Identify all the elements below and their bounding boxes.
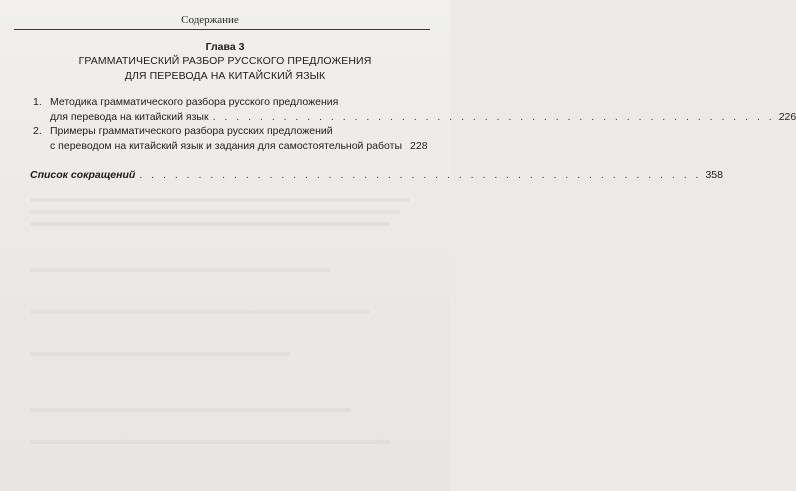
chapter-title-line-1: ГРАММАТИЧЕСКИЙ РАЗБОР РУССКОГО ПРЕДЛОЖЕНИЯ <box>78 55 372 67</box>
show-through-line <box>30 352 290 356</box>
show-through-line <box>30 268 330 272</box>
toc-entry-page: 226 <box>778 111 796 123</box>
show-through-line <box>30 222 390 226</box>
toc-entry-number: 1. <box>33 96 42 108</box>
chapter-label: Глава 3 <box>205 41 245 53</box>
toc-entry-number: 2. <box>33 125 42 137</box>
toc-entry-title-line-2: с переводом на китайский язык и задания для самостоятельной работы <box>50 140 403 152</box>
chapter-title <box>0 54 450 84</box>
show-through-line <box>30 440 390 444</box>
toc-entry-title-line-1: Методика грамматического разбора русского предложения <box>50 96 339 108</box>
show-through-line <box>30 210 400 214</box>
toc-entry[interactable] <box>0 96 796 128</box>
show-through-line <box>30 310 370 314</box>
header-rule <box>14 29 430 30</box>
toc-entry[interactable] <box>0 125 450 157</box>
toc-entry-abbreviations[interactable] <box>30 169 723 181</box>
toc-entry-last-line <box>50 140 428 152</box>
abbreviations-label: Список сокращений <box>30 169 136 181</box>
toc-entry-page: 228 <box>410 140 428 152</box>
show-through-line <box>30 408 350 412</box>
chapter-title-line-2: ДЛЯ ПЕРЕВОДА НА КИТАЙСКИЙ ЯЗЫК <box>124 70 326 82</box>
toc-entry-last-line <box>50 111 796 123</box>
toc-entry-title-line-1: Примеры грамматического разбора русских предложений <box>50 125 333 137</box>
dot-leader: . . . . . . . . . . . . . . . . . . . . . . . . . . . . . . . . . . . . . . . . . . . . . . . . <box>212 111 775 123</box>
dot-leader: . . . . . . . . . . . . . . . . . . . . . . . . . . . . . . . . . . . . . . . . . . . . . . . . <box>139 169 702 181</box>
abbreviations-page: 358 <box>705 169 723 181</box>
toc-entry-title-line-2: для перевода на китайский язык <box>50 111 209 123</box>
show-through-line <box>30 198 410 202</box>
running-head: Содержание <box>181 14 239 26</box>
